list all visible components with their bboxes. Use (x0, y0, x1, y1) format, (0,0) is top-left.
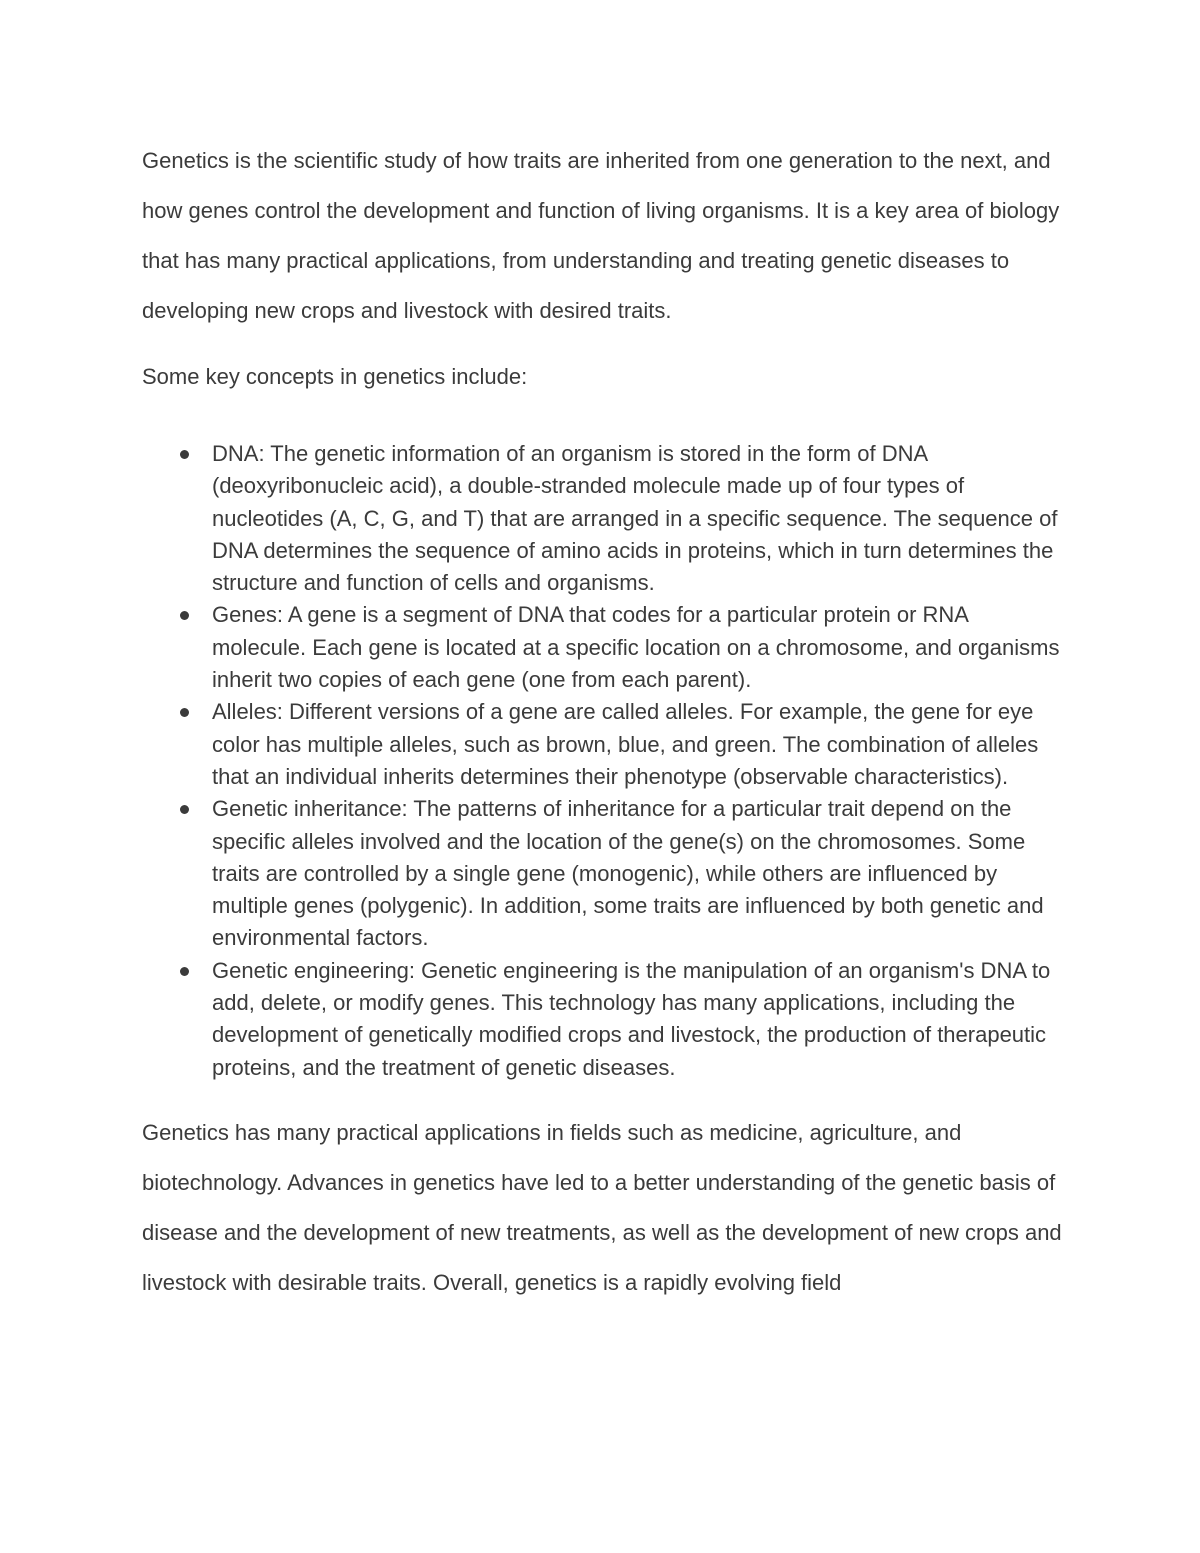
bullet-icon (180, 450, 189, 459)
list-item-text: Alleles: Different versions of a gene are called alleles. For example, the gene for eye color has multiple alleles, such as brown, blue, and green. The combination of alleles that an individual inherits determines their phenotype (observable characteristics). (212, 699, 1039, 789)
document-body (142, 136, 1062, 1308)
bullet-icon (180, 967, 189, 976)
closing-paragraph: Genetics has many practical applications in fields such as medicine, agriculture, and biotechnology. Advances in genetics have led to a better understanding of the genetic basis of disease and the development of new treatments, as well as the development of new crops and livestock with desirable traits. Overall, genetics is a rapidly evolving field (142, 1119, 1062, 1295)
list-item (142, 793, 1062, 954)
list-item (142, 438, 1062, 599)
list-item (142, 599, 1062, 696)
list-item-text: DNA: The genetic information of an organism is stored in the form of DNA (deoxyribonucleic acid), a double-stranded molecule made up of four types of nucleotides (A, C, G, and T) that are arranged in a specific sequence. The sequence of DNA determines the sequence of amino acids in proteins, which in turn determines the structure and function of cells and organisms. (212, 441, 1058, 596)
bullet-icon (180, 805, 189, 814)
list-lead-paragraph: Some key concepts in genetics include: (142, 364, 528, 389)
key-concepts-list (142, 438, 1062, 1084)
list-item (142, 696, 1062, 793)
list-item-text: Genes: A gene is a segment of DNA that codes for a particular protein or RNA molecule. Each gene is located at a specific location on a chromosome, and organisms inherit two copies of each gene (one from each parent). (212, 602, 1060, 693)
intro-paragraph: Genetics is the scientific study of how traits are inherited from one generation to the next, and how genes control the development and function of living organisms. It is a key area of biology that has many practical applications, from understanding and treating genetic diseases to developing new crops and livestock with desired traits. (142, 148, 1060, 323)
list-item (142, 955, 1062, 1084)
list-item-text: Genetic inheritance: The patterns of inheritance for a particular trait depend on the specific alleles involved and the location of the gene(s) on the chromosomes. Some traits are controlled by a single gene (monogenic), while others are influenced by multiple genes (polygenic). In addition, some traits are influenced by both genetic and environmental factors. (212, 796, 1044, 951)
bullet-icon (180, 708, 189, 717)
list-item-text: Genetic engineering: Genetic engineering is the manipulation of an organism's DNA to add, delete, or modify genes. This technology has many applications, including the development of genetically modified crops and livestock, the production of therapeutic proteins, and the treatment of genetic diseases. (212, 957, 1051, 1080)
bullet-icon (180, 611, 189, 620)
